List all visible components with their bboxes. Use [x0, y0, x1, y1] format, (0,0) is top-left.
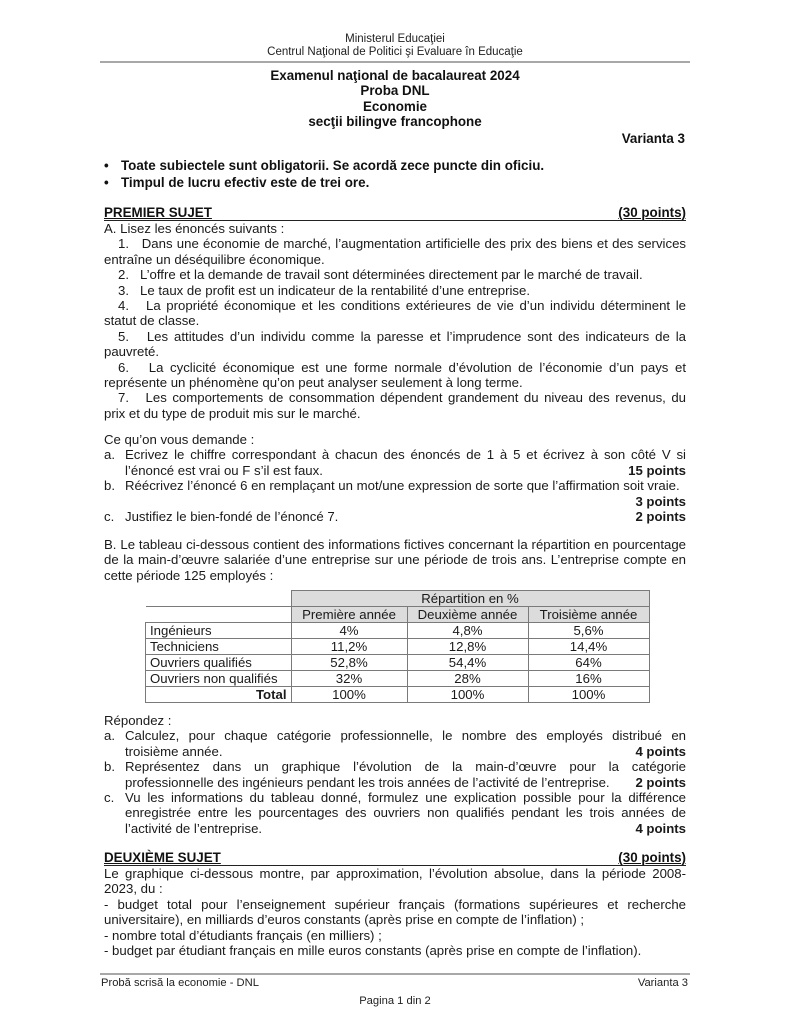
table-row	[146, 623, 650, 639]
statement-text: Les comportements de consommation dépendent grandement du niveau des revenus, du prix et du type de produit mis sur le marché.	[104, 390, 687, 421]
table-cell: 4%	[291, 623, 407, 639]
section-title: DEUXIÈME SUJET	[104, 850, 221, 865]
table-cell: 32%	[291, 671, 407, 687]
part-a	[104, 221, 686, 421]
section-title: PREMIER SUJET	[104, 205, 212, 220]
section-points: (30 points)	[618, 205, 686, 220]
exam-title-line1: Examenul naţional de bacalaureat 2024	[270, 68, 520, 83]
table-cell: 11,2%	[291, 639, 407, 655]
statement-4	[104, 298, 686, 329]
question-b	[104, 759, 686, 790]
question-label: a.	[104, 447, 115, 463]
statement-text: La cyclicité économique est une forme normale d’évolution de l’économie d’un pays et représente un phénomène qu’on peut analyser seulement à long terme.	[104, 359, 686, 391]
footer-right: Varianta 3	[637, 977, 688, 989]
section-points: (30 points)	[618, 850, 686, 865]
question-label: a.	[104, 728, 115, 744]
statement-2	[104, 267, 686, 282]
subject2-body	[104, 866, 686, 958]
exam-title-line4: secţii bilingve francophone	[308, 113, 482, 129]
ministry-name: Ministerul Educaţiei	[345, 33, 445, 45]
question-text: Justifiez le bien-fondé de l’énoncé 7.	[125, 509, 339, 525]
page-number: Pagina 1 din 2	[359, 995, 431, 1007]
table-corner	[146, 607, 292, 623]
statement-6	[104, 360, 686, 391]
statement-number: 4.	[118, 298, 129, 314]
question-list	[104, 728, 686, 836]
table-column-header: Deuxième année	[407, 607, 528, 623]
question-points: 15 points	[628, 462, 686, 478]
footer	[101, 977, 688, 989]
table-row	[146, 639, 650, 655]
question-points: 2 points	[635, 774, 686, 790]
question-text: Vu les informations du tableau donné, formulez une explication possible pour la différence enregistrée entre les pourcentages des ouvriers non qualifiés pendant les trois années de l’activité de l’entreprise.	[125, 790, 686, 836]
question-a	[104, 728, 686, 759]
table-cell: 54,4%	[407, 655, 528, 671]
statement-5	[104, 329, 686, 360]
instruction-item: • Timpul de lucru efectiv este de trei ore.	[104, 174, 694, 191]
question-points: 4 points	[635, 743, 686, 759]
question-a	[104, 447, 686, 478]
table-cell: 12,8%	[407, 639, 528, 655]
table-column-header: Troisième année	[528, 607, 649, 623]
statement-text: Les attitudes d’un individu comme la paresse et l’imprudence sont des indicateurs de la pauvreté.	[104, 328, 686, 360]
question-text: Calculez, pour chaque catégorie professionnelle, le nombre des employés distribué en troisième année.	[125, 728, 686, 759]
instructions-list	[104, 157, 694, 191]
table-cell: 5,6%	[528, 623, 649, 639]
question-label: c.	[104, 790, 115, 806]
statement-number: 5.	[118, 328, 129, 344]
subject2-intro: Le graphique ci-dessous montre, par approximation, l’évolution absolue, dans la période 2008-2023, du :	[104, 866, 686, 897]
footer-divider	[100, 973, 690, 975]
variant-label: Varianta 3	[621, 131, 685, 146]
questions-intro: Ce qu’on vous demande :	[104, 432, 255, 447]
table-cell: 100%	[291, 687, 407, 703]
row-label: Techniciens	[146, 639, 292, 655]
row-label: Total	[146, 687, 292, 703]
part-a-intro: A. Lisez les énoncés suivants :	[104, 221, 285, 236]
part-b-intro: B. Le tableau ci-dessous contient des informations fictives concernant la répartition en pourcentage de la main-d’œuvre salariée d’une entreprise sur une période de trois ans. L’entreprise compte en cette période 125 employés :	[104, 537, 686, 583]
statement-text: Le taux de profit est un indicateur de la rentabilité d’une entreprise.	[140, 282, 531, 298]
section-heading-subject2	[104, 850, 686, 866]
table-row	[146, 671, 650, 687]
table-cell: 16%	[528, 671, 649, 687]
row-label: Ingénieurs	[146, 623, 292, 639]
table-cell: 52,8%	[291, 655, 407, 671]
question-label: b.	[104, 478, 115, 494]
statement-1	[104, 236, 686, 267]
part-b-questions	[104, 713, 686, 836]
table-cell: 4,8%	[407, 623, 528, 639]
statement-number: 1.	[118, 236, 129, 252]
center-name: Centrul Naţional de Politici şi Evaluare în Educaţie	[267, 46, 523, 58]
statement-text: La propriété économique et les conditions extérieures de vie d’un individu déterminent le statut de classe.	[104, 298, 686, 329]
answer-intro: Répondez :	[104, 713, 172, 728]
table-row-total	[146, 687, 650, 703]
question-b	[104, 478, 686, 509]
footer-left: Probă scrisă la economie - DNL	[101, 977, 259, 989]
statement-number: 6.	[118, 359, 129, 375]
subject2-item: - nombre total d’étudiants français (en milliers) ;	[104, 927, 382, 943]
statement-3	[104, 283, 686, 298]
part-a-questions	[104, 432, 686, 524]
workforce-distribution-table	[145, 590, 650, 703]
statement-number: 7.	[118, 390, 129, 406]
question-label: b.	[104, 759, 115, 775]
exam-title-line3: Economie	[363, 98, 427, 114]
question-points: 3 points	[635, 493, 686, 509]
statement-text: Dans une économie de marché, l’augmentation artificielle des prix des biens et des services entraîne un déséquilibre économique.	[104, 236, 686, 267]
table-row	[146, 655, 650, 671]
question-c	[104, 790, 686, 836]
table-column-header: Première année	[291, 607, 407, 623]
statement-number: 3.	[118, 282, 129, 298]
table-corner	[146, 591, 292, 607]
statement-text: L’offre et la demande de travail sont déterminées directement par le marché de travail.	[140, 267, 643, 283]
table-cell: 100%	[407, 687, 528, 703]
row-label: Ouvriers non qualifiés	[146, 671, 292, 687]
question-c	[104, 509, 686, 524]
row-label: Ouvriers qualifiés	[146, 655, 292, 671]
question-text: Représentez dans un graphique l’évolution de la main-d’œuvre pour la catégorie professionnelle des ingénieurs pendant les trois années de l’activité de l’entreprise.	[125, 759, 686, 790]
header-divider	[100, 61, 690, 63]
table-group-header: Répartition en %	[291, 591, 649, 607]
question-text: Réécrivez l’énoncé 6 en remplaçant un mot/une expression de sorte que l’affirmation soit vraie.	[125, 478, 680, 494]
question-points: 4 points	[635, 820, 686, 836]
exam-title-line2: Proba DNL	[360, 83, 430, 99]
statement-7	[104, 390, 686, 421]
instruction-item: • Toate subiectele sunt obligatorii. Se acordă zece puncte din oficiu.	[104, 157, 694, 174]
table-cell: 28%	[407, 671, 528, 687]
question-points: 2 points	[635, 509, 686, 525]
subject2-item: - budget par étudiant français en mille euros constants (après prise en compte de l’inflation).	[104, 943, 642, 959]
question-list	[104, 447, 686, 524]
statement-number: 2.	[118, 267, 129, 283]
question-label: c.	[104, 509, 115, 525]
subject2-item: - budget total pour l’enseignement supérieur français (formations supérieures et recherche universitaire), en milliards d’euros constants (après prise en compte de l’inflation) ;	[104, 896, 686, 928]
table-cell: 14,4%	[528, 639, 649, 655]
table-cell: 100%	[528, 687, 649, 703]
exam-title	[100, 68, 690, 129]
section-heading-subject1	[104, 205, 686, 221]
table-cell: 64%	[528, 655, 649, 671]
question-text: Ecrivez le chiffre correspondant à chacun des énoncés de 1 à 5 et écrivez à son côté V si l’énoncé est vrai ou F s’il est faux.	[125, 447, 686, 478]
